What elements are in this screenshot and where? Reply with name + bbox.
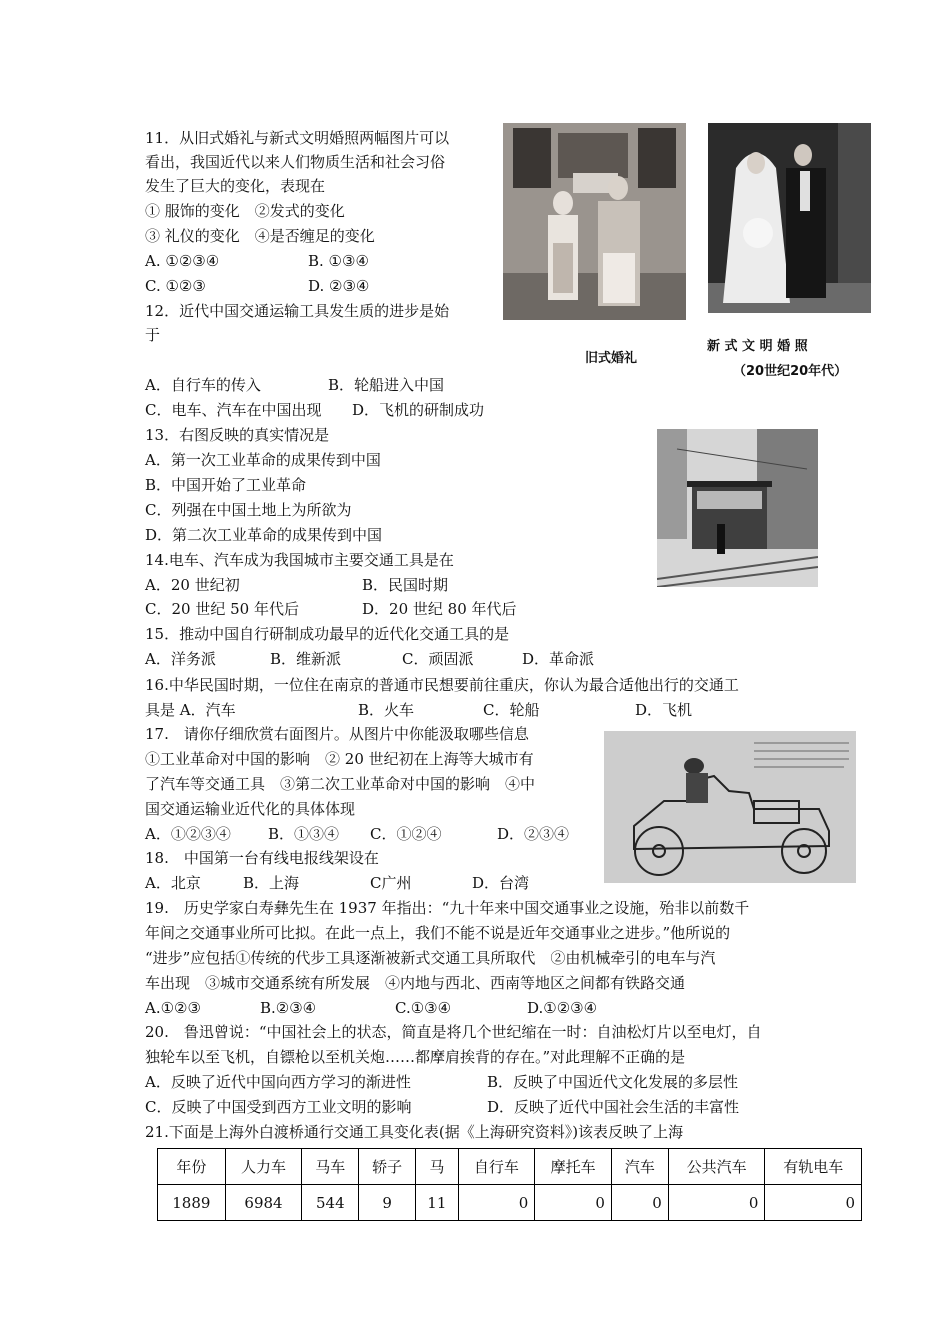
- q18-option-d: D．台湾: [472, 874, 530, 892]
- q11-line2: 看出，我国近代以来人们物质生活和社会习俗: [145, 153, 446, 171]
- q19-line1: 19. 历史学家白寿彝先生在 1937 年指出：“九十年来中国交通事业之设施，殆非以前数千: [145, 899, 750, 917]
- q18-option-b: B．上海: [243, 874, 300, 892]
- q13-line1: 13．右图反映的真实情况是: [145, 426, 330, 444]
- q13-option-c: C．列强在中国土地上为所欲为: [145, 501, 352, 519]
- q13-option-b: B．中国开始了工业革命: [145, 476, 307, 494]
- q11-option-d: D. ②③④: [308, 277, 370, 295]
- q11-option-c: C. ①②③: [145, 277, 206, 295]
- q12-line1: 12．近代中国交通运输工具发生质的进步是始: [145, 302, 450, 320]
- q16-line1: 16.中华民国时期，一位住在南京的普通市民想要前往重庆，你认为最合适他出行的交通工: [145, 676, 739, 694]
- q18-option-c: C广州: [370, 874, 412, 892]
- q18-line1: 18. 中国第一台有线电报线架设在: [145, 849, 379, 867]
- q15-option-c: C．顽固派: [402, 650, 474, 668]
- q15-line1: 15．推动中国自行研制成功最早的近代化交通工具的是: [145, 625, 510, 643]
- q12-option-b: B．轮船进入中国: [328, 376, 445, 394]
- q11-line4: ① 服饰的变化 ②发式的变化: [145, 202, 345, 220]
- new-wedding-caption-era: （20世纪20年代）: [733, 364, 848, 379]
- new-wedding-caption: 新 式 文 明 婚 照: [707, 339, 808, 354]
- q17-option-d: D．②③④: [497, 825, 570, 843]
- q16-option-b: B．火车: [358, 701, 415, 719]
- q19-option-c: C.①③④: [395, 999, 452, 1017]
- q16-option-a: 具是 A．汽车: [145, 701, 236, 719]
- q15-option-b: B．维新派: [270, 650, 342, 668]
- new-wedding-photo: [708, 123, 871, 313]
- q17-option-a: A．①②③④: [145, 825, 231, 843]
- table-cell: 1889: [158, 1185, 226, 1221]
- table-row: [158, 1185, 862, 1221]
- q20-option-c: C．反映了中国受到西方工业文明的影响: [145, 1098, 412, 1116]
- q20-line1: 20. 鲁迅曾说：“中国社会上的状态，简直是将几个世纪缩在一时：自油松灯片以至电灯，自: [145, 1023, 762, 1041]
- car-drawing: [604, 731, 856, 883]
- q14-option-a: A．20 世纪初: [145, 576, 240, 594]
- q12-option-c: C．电车、汽车在中国出现: [145, 401, 322, 419]
- table-header-cell: 有轨电车: [765, 1149, 862, 1185]
- table-cell: 11: [416, 1185, 458, 1221]
- q12-option-a: A．自行车的传入: [145, 376, 261, 394]
- old-wedding-photo: [503, 123, 686, 320]
- q16-option-c: C．轮船: [483, 701, 540, 719]
- q16-option-d: D．飞机: [635, 701, 693, 719]
- q14-option-d: D．20 世纪 80 年代后: [362, 600, 517, 618]
- q17-option-c: C．①②④: [370, 825, 442, 843]
- q11-option-a: A. ①②③④: [145, 252, 220, 270]
- q20-line2: 独轮车以至飞机，自镖枪以至机关炮……都摩肩挨背的存在。”对此理解不正确的是: [145, 1048, 686, 1066]
- q18-option-a: A．北京: [145, 874, 201, 892]
- q20-option-b: B．反映了中国近代文化发展的多层性: [487, 1073, 739, 1091]
- table-header-cell: 人力车: [225, 1149, 302, 1185]
- q13-option-d: D．第二次工业革命的成果传到中国: [145, 526, 383, 544]
- q12-line2: 于: [145, 326, 161, 344]
- q14-line1: 14.电车、汽车成为我国城市主要交通工具是在: [145, 551, 454, 569]
- table-cell: 0: [535, 1185, 612, 1221]
- table-header-cell: 马: [416, 1149, 458, 1185]
- table-cell: 544: [302, 1185, 359, 1221]
- q17-line2: ①工业革命对中国的影响 ② 20 世纪初在上海等大城市有: [145, 750, 534, 768]
- q11-line3: 发生了巨大的变化，表现在: [145, 177, 326, 195]
- table-header-cell: 马车: [302, 1149, 359, 1185]
- q19-option-b: B.②③④: [260, 999, 317, 1017]
- q11-option-b: B. ①③④: [308, 252, 369, 270]
- q11-line5: ③ 礼仪的变化 ④是否缠足的变化: [145, 227, 375, 245]
- q19-line4: 车出现 ③城市交通系统有所发展 ④内地与西北、西南等地区之间都有铁路交通: [145, 974, 686, 992]
- q19-line2: 年间之交通事业所可比拟。在此一点上，我们不能不说是近年交通事业之进步。”他所说的: [145, 924, 731, 942]
- q11-line1: 11．从旧式婚礼与新式文明婚照两幅图片可以: [145, 129, 450, 147]
- table-header-cell: 汽车: [611, 1149, 668, 1185]
- old-wedding-caption: 旧式婚礼: [585, 351, 638, 366]
- table-header-cell: 自行车: [458, 1149, 535, 1185]
- table-header-row: [158, 1149, 862, 1185]
- q15-option-a: A．洋务派: [145, 650, 216, 668]
- traffic-table: [157, 1148, 862, 1221]
- q17-line4: 国交通运输业近代化的具体体现: [145, 800, 356, 818]
- q20-option-d: D．反映了近代中国社会生活的丰富性: [487, 1098, 740, 1116]
- table-cell: 6984: [225, 1185, 302, 1221]
- table-cell: 0: [611, 1185, 668, 1221]
- table-header-cell: 公共汽车: [668, 1149, 765, 1185]
- table-header-cell: 轿子: [359, 1149, 416, 1185]
- q17-option-b: B．①③④: [268, 825, 340, 843]
- table-header-cell: 摩托车: [535, 1149, 612, 1185]
- q12-option-d: D．飞机的研制成功: [352, 401, 485, 419]
- q19-option-d: D.①②③④: [527, 999, 598, 1017]
- table-cell: 9: [359, 1185, 416, 1221]
- q19-option-a: A.①②③: [145, 999, 201, 1017]
- q20-option-a: A．反映了近代中国向西方学习的渐进性: [145, 1073, 411, 1091]
- q19-line3: “进步”应包括①传统的代步工具逐渐被新式交通工具所取代 ②由机械牵引的电车与汽: [145, 949, 716, 967]
- q17-line3: 了汽车等交通工具 ③第二次工业革命对中国的影响 ④中: [145, 775, 536, 793]
- q15-option-d: D．革命派: [522, 650, 595, 668]
- q14-option-c: C．20 世纪 50 年代后: [145, 600, 299, 618]
- table-cell: 0: [765, 1185, 862, 1221]
- q17-line1: 17. 请你仔细欣赏右面图片。从图片中你能汲取哪些信息: [145, 725, 529, 743]
- table-cell: 0: [458, 1185, 535, 1221]
- table-header-cell: 年份: [158, 1149, 226, 1185]
- q13-option-a: A．第一次工业革命的成果传到中国: [145, 451, 381, 469]
- q14-option-b: B．民国时期: [362, 576, 449, 594]
- q21-line1: 21.下面是上海外白渡桥通行交通工具变化表(据《上海研究资料》)该表反映了上海: [145, 1123, 684, 1141]
- tram-photo: [657, 429, 818, 587]
- table-cell: 0: [668, 1185, 765, 1221]
